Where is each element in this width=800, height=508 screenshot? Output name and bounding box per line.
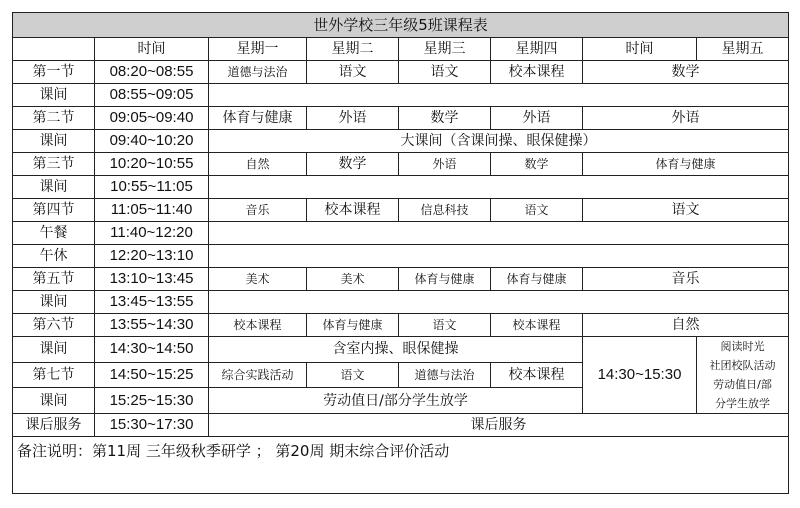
- period-label: 课间: [13, 337, 95, 363]
- header-time: 时间: [95, 38, 209, 61]
- after-school-service: 课后服务: [209, 414, 789, 437]
- lesson-cell: 信息科技: [399, 199, 491, 222]
- table-row: [13, 199, 789, 222]
- lesson-cell-friday: 自然: [583, 314, 789, 337]
- table-row: [13, 337, 789, 363]
- period-time: 10:55~11:05: [95, 176, 209, 199]
- period-time: 13:10~13:45: [95, 268, 209, 291]
- lesson-cell: 语文: [307, 362, 399, 388]
- period-label: 第六节: [13, 314, 95, 337]
- period-time: 14:50~15:25: [95, 362, 209, 388]
- lesson-cell: 美术: [307, 268, 399, 291]
- period-time: 11:05~11:40: [95, 199, 209, 222]
- lesson-cell: 道德与法治: [209, 61, 307, 84]
- friday-note-line: 阅读时光: [720, 340, 765, 353]
- header-time-2: 时间: [583, 38, 697, 61]
- timetable: [12, 12, 789, 494]
- friday-afternoon-notes: [697, 337, 789, 414]
- period-time: 08:55~09:05: [95, 84, 209, 107]
- period-time: 09:40~10:20: [95, 130, 209, 153]
- lesson-cell: 体育与健康: [399, 268, 491, 291]
- period-label: 第二节: [13, 107, 95, 130]
- lesson-cell: 语文: [399, 314, 491, 337]
- lesson-cell: 自然: [209, 153, 307, 176]
- header-row: [13, 38, 789, 61]
- lesson-cell: 校本课程: [491, 314, 583, 337]
- period-time: 12:20~13:10: [95, 245, 209, 268]
- table-row: [13, 107, 789, 130]
- lesson-cell: 校本课程: [209, 314, 307, 337]
- break-cell: [209, 291, 789, 314]
- lesson-cell: 音乐: [209, 199, 307, 222]
- friday-note-line: 社团校队活动: [709, 359, 776, 372]
- period-time: 09:05~09:40: [95, 107, 209, 130]
- lesson-cell: 数学: [307, 153, 399, 176]
- lesson-cell: 美术: [209, 268, 307, 291]
- header-day: 星期四: [491, 38, 583, 61]
- lesson-cell-friday: 音乐: [583, 268, 789, 291]
- header-day: 星期一: [209, 38, 307, 61]
- table-row: [13, 314, 789, 337]
- lesson-cell: 校本课程: [491, 61, 583, 84]
- break-cell: [209, 84, 789, 107]
- lesson-cell: 语文: [399, 61, 491, 84]
- friday-note-line: 劳动值日/部: [713, 378, 772, 391]
- period-time: 15:30~17:30: [95, 414, 209, 437]
- lesson-cell-friday: 数学: [583, 61, 789, 84]
- period-label: 第四节: [13, 199, 95, 222]
- schedule-sheet: [12, 12, 788, 494]
- period-label: 午餐: [13, 222, 95, 245]
- lesson-cell: 道德与法治: [399, 362, 491, 388]
- lesson-cell-friday: 外语: [583, 107, 789, 130]
- lesson-cell: 校本课程: [307, 199, 399, 222]
- lesson-cell: 语文: [491, 199, 583, 222]
- table-row: [13, 414, 789, 437]
- title-row: [13, 13, 789, 38]
- table-row: [13, 291, 789, 314]
- table-row: [13, 245, 789, 268]
- lesson-cell: 数学: [491, 153, 583, 176]
- timetable-title: 世外学校三年级5班课程表: [13, 13, 789, 38]
- lesson-cell: 外语: [399, 153, 491, 176]
- lesson-cell: 语文: [307, 61, 399, 84]
- lesson-cell: 体育与健康: [209, 107, 307, 130]
- period-label: 课间: [13, 84, 95, 107]
- period-time: 08:20~08:55: [95, 61, 209, 84]
- lesson-cell-friday: 语文: [583, 199, 789, 222]
- break-cell: [209, 222, 789, 245]
- table-row: [13, 222, 789, 245]
- period-time: 14:30~14:50: [95, 337, 209, 363]
- period-label: 课间: [13, 130, 95, 153]
- period-label: 课间: [13, 291, 95, 314]
- header-day: 星期二: [307, 38, 399, 61]
- table-row: [13, 153, 789, 176]
- table-row: [13, 268, 789, 291]
- period-time: 13:45~13:55: [95, 291, 209, 314]
- lesson-cell: 外语: [491, 107, 583, 130]
- break-cell: [209, 245, 789, 268]
- friday-afternoon-time: 14:30~15:30: [583, 337, 697, 414]
- table-row: [13, 84, 789, 107]
- period-label: 第一节: [13, 61, 95, 84]
- period-label: 课间: [13, 388, 95, 414]
- lesson-cell: 体育与健康: [307, 314, 399, 337]
- friday-note-line: 分学生放学: [715, 397, 771, 410]
- period-label: 第七节: [13, 362, 95, 388]
- table-row: [13, 130, 789, 153]
- remark-text: 备注说明：第11周 三年级秋季研学 ； 第20周 期末综合评价活动: [13, 437, 789, 494]
- period-label: 第三节: [13, 153, 95, 176]
- header-blank: [13, 38, 95, 61]
- lesson-cell: 校本课程: [491, 362, 583, 388]
- table-row: [13, 176, 789, 199]
- break-activity: 含室内操、眼保健操: [209, 337, 583, 363]
- header-day: 星期三: [399, 38, 491, 61]
- lesson-cell: 数学: [399, 107, 491, 130]
- lesson-cell: 综合实践活动: [209, 362, 307, 388]
- break-cell: [209, 176, 789, 199]
- break-activity: 大课间（含课间操、眼保健操）: [209, 130, 789, 153]
- period-label: 午休: [13, 245, 95, 268]
- period-time: 10:20~10:55: [95, 153, 209, 176]
- break-activity: 劳动值日/部分学生放学: [209, 388, 583, 414]
- lesson-cell: 外语: [307, 107, 399, 130]
- period-label: 课间: [13, 176, 95, 199]
- period-label: 第五节: [13, 268, 95, 291]
- period-time: 11:40~12:20: [95, 222, 209, 245]
- lesson-cell-friday: 体育与健康: [583, 153, 789, 176]
- header-day: 星期五: [697, 38, 789, 61]
- remark-row: [13, 437, 789, 494]
- lesson-cell: 体育与健康: [491, 268, 583, 291]
- table-row: [13, 61, 789, 84]
- period-label: 课后服务: [13, 414, 95, 437]
- period-time: 15:25~15:30: [95, 388, 209, 414]
- period-time: 13:55~14:30: [95, 314, 209, 337]
